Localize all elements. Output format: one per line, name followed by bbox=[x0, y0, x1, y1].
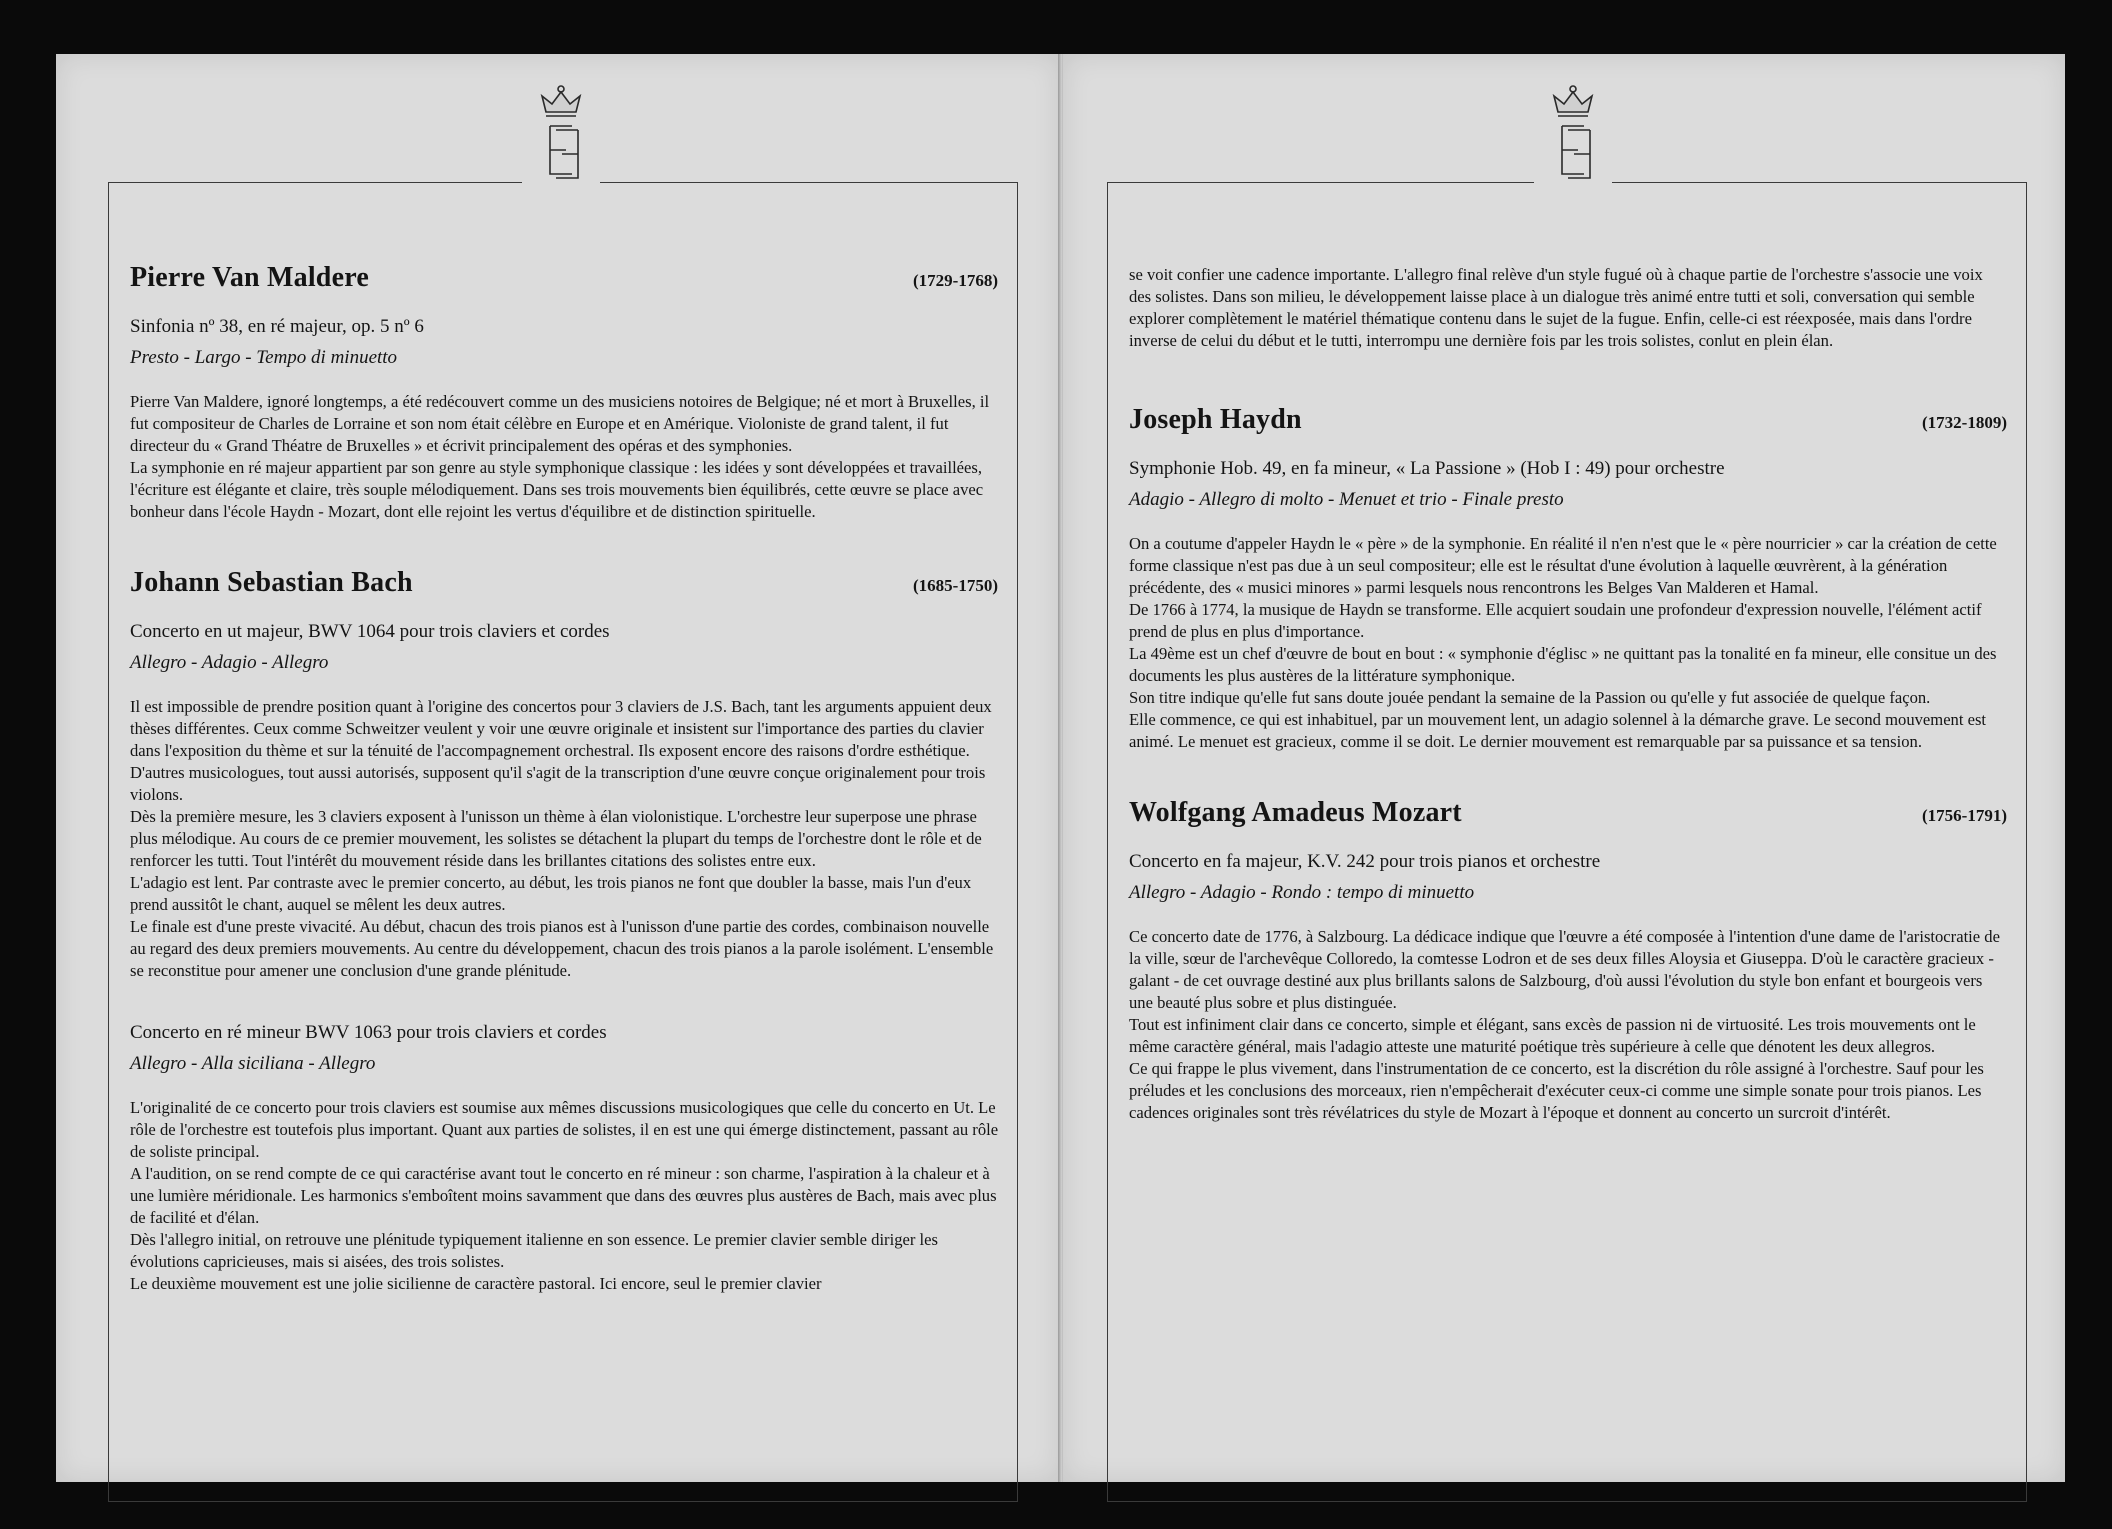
movement-list: Allegro - Alla siciliana - Allegro bbox=[130, 1053, 376, 1074]
description-paragraph: Tout est infiniment clair dans ce concerto, simple et élégant, sans excès de passion ni de virtuosité. Les trois mouvements ont le même caractère général, mais l'adagio atteste une maturité poétique très supérieure à celle que dénotent les deux allegros. bbox=[1129, 1015, 1976, 1056]
description-paragraph: Pierre Van Maldere, ignoré longtemps, a été redécouvert comme un des musiciens notoires de Belgique; né et mort à Bruxelles, il fut compositeur de Charles de Lorraine et son nom était célèbre en Europe et en Amérique. Violoniste de grand talent, il fut directeur du « Grand Théatre de Bruxelles » et écrivit principalement des opéras et des symphonies. bbox=[130, 392, 990, 455]
description-paragraph: L'originalité de ce concerto pour trois claviers est soumise aux mêmes discussions musicologiques que celle du concerto en Ut. Le rôle de l'orchestre est toutefois plus important. Quant aux parties de solistes, il en est une qui émerge distinctement, passant au rôle de soliste principal. bbox=[130, 1098, 999, 1161]
composer-name: Wolfgang Amadeus Mozart bbox=[1129, 797, 1462, 828]
description-paragraph: La symphonie en ré majeur appartient par son genre au style symphonique classique : les idées y sont développées et travaillées, l'écriture est élégante et claire, très souple mélodiquement. Dans ses trois mouvements bien équilibrés, cette œuvre se place avec bonheur dans l'école Haydn - Mozart, dont elle rejoint les vertus d'équilibre et de distinction spirituelle. bbox=[130, 458, 984, 521]
description-paragraph: Ce concerto date de 1776, à Salzbourg. La dédicace indique que l'œuvre a été composée à l'intention d'une dame de l'aristocratie de la ville, sœur de l'archevêque Colloredo, la comtesse Lodron et de ses deux filles Aloysia et Giuseppa. D'où le caractère gracieux - galant - de cet ouvrage destiné aux plus brillants salons de Salzbourg, d'où aussi l'évolution du style bon enfant et bourgeois vers une beauté plus sobre et plus distinguée. bbox=[1129, 927, 2000, 1012]
composer-header bbox=[130, 567, 1000, 599]
composer-header bbox=[130, 262, 1000, 294]
work-block bbox=[130, 1022, 1000, 1295]
work-description bbox=[130, 391, 1000, 523]
work-description bbox=[130, 1097, 1000, 1295]
work-block bbox=[1129, 851, 2009, 1124]
work-title: Concerto en ré mineur BWV 1063 pour trois claviers et cordes bbox=[130, 1022, 607, 1043]
description-paragraph: Il est impossible de prendre position quant à l'origine des concertos pour 3 claviers de J.S. Bach, tant les arguments appuient deux thèses différentes. Ceux comme Schweitzer veulent y voir une œuvre originale et insistent sur l'importance des parties du clavier dans l'exposition du thème et sur la ténuité de l'accompagnement orchestral. Ils exposent encore des raisons d'ordre esthétique. D'autres musicologues, tout aussi autorisés, supposent qu'il s'agit de la transcription d'une œuvre conçue originalement pour trois violons. bbox=[130, 697, 992, 804]
work-title: Concerto en fa majeur, K.V. 242 pour trois pianos et orchestre bbox=[1129, 851, 1601, 872]
work-description bbox=[1129, 926, 2009, 1124]
movement-list: Adagio - Allegro di molto - Menuet et trio - Finale presto bbox=[1129, 489, 1564, 510]
description-paragraph: On a coutume d'appeler Haydn le « père » de la symphonie. En réalité il n'en n'est que le « père nourricier » car la création de cette forme classique n'est pas due à un seul compositeur; elle est le résultat d'une évolution à laquelle œuvrèrent, à la génération précédente, des « musici minores » parmi lesquels nous rencontrons les Belges Van Malderen et Hamal. bbox=[1129, 534, 1997, 597]
composer-name: Johann Sebastian Bach bbox=[130, 567, 413, 598]
composer-header bbox=[1129, 404, 2009, 436]
composer-name: Pierre Van Maldere bbox=[130, 262, 369, 293]
description-paragraph: La 49ème est un chef d'œuvre de bout en bout : « symphonie d'églisc » ne quittant pas la tonalité en fa mineur, elle consitue un des documents les plus austères de la littérature symphonique. bbox=[1129, 644, 1997, 685]
description-paragraph: A l'audition, on se rend compte de ce qui caractérise avant tout le concerto en ré mineur : son charme, l'aspiration à la chaleur et à une lumière méridionale. Les harmonics s'emboîtent moins savamment que dans des œuvres plus austères de Bach, mais avec plus de facilité et d'élan. bbox=[130, 1164, 997, 1227]
composer-dates: (1756-1791) bbox=[1922, 806, 2007, 825]
description-paragraph: Le deuxième mouvement est une jolie sicilienne de caractère pastoral. Ici encore, seul le premier clavier bbox=[130, 1274, 822, 1293]
work-block bbox=[1129, 458, 2009, 753]
composer-section bbox=[1129, 797, 2009, 1124]
movement-list: Allegro - Adagio - Allegro bbox=[130, 652, 329, 673]
left-page bbox=[56, 54, 1060, 1482]
work-title: Sinfonia nº 38, en ré majeur, op. 5 nº 6 bbox=[130, 316, 424, 337]
right-page-content bbox=[1129, 244, 2009, 1168]
left-page-content bbox=[130, 244, 1000, 1339]
composer-section bbox=[130, 567, 1000, 1295]
description-paragraph: Elle commence, ce qui est inhabituel, par un mouvement lent, un adagio solennel à la démarche grave. Le second mouvement est animé. Le menuet est gracieux, comme il se doit. Le dernier mouvement est remarquable par sa puissance et sa tension. bbox=[1129, 710, 1987, 751]
description-paragraph: Le finale est d'une preste vivacité. Au début, chacun des trois pianos est à l'unisson d'une partie des cordes, combinaison nouvelle au regard des deux premiers mouvements. Au centre du développement, chacun des trois pianos a la parole isolément. L'ensemble se reconstitue pour amener une conclusion d'une grande plénitude. bbox=[130, 917, 994, 980]
description-paragraph: Son titre indique qu'elle fut sans doute jouée pendant la semaine de la Passion ou qu'elle y fut associée de quelque façon. bbox=[1129, 688, 1931, 707]
movement-list: Allegro - Adagio - Rondo : tempo di minuetto bbox=[1129, 882, 1475, 903]
composer-dates: (1685-1750) bbox=[913, 576, 998, 595]
work-title: Concerto en ut majeur, BWV 1064 pour trois claviers et cordes bbox=[130, 621, 610, 642]
movement-list: Presto - Largo - Tempo di minuetto bbox=[130, 347, 398, 368]
work-title: Symphonie Hob. 49, en fa mineur, « La Passione » (Hob I : 49) pour orchestre bbox=[1129, 458, 1725, 479]
composer-header bbox=[1129, 797, 2009, 829]
description-paragraph: Ce qui frappe le plus vivement, dans l'instrumentation de ce concerto, est la discrétion du rôle assigné à l'orchestre. Sauf pour les préludes et les conclusions des morceaux, rien n'empêcherait d'exécuter ceux-ci comme une simple sonate pour trois pianos. Les cadences originales sont très révélatrices du style de Mozart à l'époque et donnent au concerto un surcroit d'intérêt. bbox=[1129, 1059, 1984, 1122]
composer-name: Joseph Haydn bbox=[1129, 404, 1302, 435]
description-paragraph: L'adagio est lent. Par contraste avec le premier concerto, au début, les trois pianos ne font que doubler la basse, mais l'un d'eux prend aussitôt le chant, auquel se mêlent les deux autres. bbox=[130, 873, 972, 914]
work-description bbox=[1129, 533, 2009, 753]
work-block bbox=[130, 316, 1000, 523]
composer-section bbox=[130, 262, 1000, 523]
crown-monogram-emblem-icon bbox=[526, 82, 596, 194]
work-block bbox=[130, 621, 1000, 982]
description-paragraph: De 1766 à 1774, la musique de Haydn se transforme. Elle acquiert soudain une profondeur d'expression nouvelle, l'élément actif prend de plus en plus d'importance. bbox=[1129, 600, 1982, 641]
composer-section bbox=[1129, 404, 2009, 753]
right-page bbox=[1063, 54, 2065, 1482]
work-description bbox=[130, 696, 1000, 982]
composer-dates: (1732-1809) bbox=[1922, 413, 2007, 432]
description-paragraph: Dès la première mesure, les 3 claviers exposent à l'unisson un thème à élan violonistique. L'orchestre leur superpose une phrase plus mélodique. Au cours de ce premier mouvement, les solistes se détachent la plupart du temps de l'orchestre dont le rôle et de renforcer les tutti. Tout l'intérêt du mouvement réside dans les brillantes citations des solistes entre eux. bbox=[130, 807, 982, 870]
crown-monogram-emblem-icon bbox=[1538, 82, 1608, 194]
continuation-text: se voit confier une cadence importante. L'allegro final relève d'un style fugué où à chaque partie de l'orchestre s'associe une voix des solistes. Dans son milieu, le développement laisse place à un dialogue très animé entre tutti et soli, conversation qui semble explorer complètement le matériel thématique contenu dans le sujet de la fugue. Enfin, celle-ci est réexposée, mais dans l'ordre inverse de celui du début et le tutti, interrompu une dernière fois par les trois solistes, conlut en plein élan. bbox=[1129, 265, 1983, 350]
composer-dates: (1729-1768) bbox=[913, 271, 998, 290]
description-paragraph: Dès l'allegro initial, on retrouve une plénitude typiquement italienne en son essence. Le premier clavier semble diriger les évolutions capricieuses, mais si aisées, des trois solistes. bbox=[130, 1230, 938, 1271]
